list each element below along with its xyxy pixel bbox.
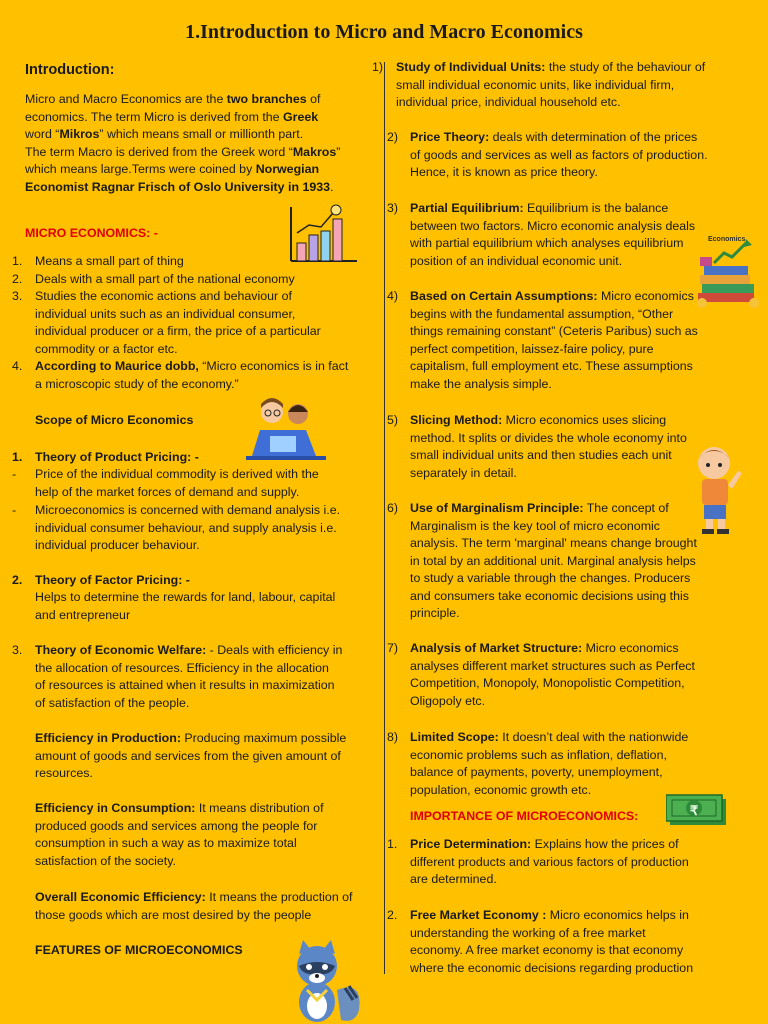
bullet-line: help of the market forces of demand and supply. [35, 484, 300, 499]
list-item-line [35, 271, 375, 289]
feature-heading: Price Theory: [410, 130, 490, 144]
feature-item [410, 200, 726, 270]
economics-books-icon [694, 237, 762, 309]
list-item-text: Studies the economic actions and behaviour of [35, 289, 292, 303]
bullet-line: Price of the individual commodity is derived with the [35, 467, 319, 481]
intro-text: . [330, 179, 334, 194]
list-item-line [35, 288, 375, 306]
feature-text: Equilibrium is the balance [523, 201, 669, 215]
text-line: economic problems such as inflation, deflation, [410, 747, 667, 762]
intro-text: ” which means small or millionth part. [99, 127, 304, 141]
feature-text: Micro economics uses slicing [502, 413, 667, 427]
list-number: 3. [12, 289, 23, 303]
feature-item [410, 500, 726, 623]
text-line: principle. [410, 606, 460, 620]
list-item [35, 288, 375, 358]
list-item-text: a microscopic study of the economy.” [35, 376, 239, 391]
text-line: and entrepreneur [35, 607, 131, 622]
list-number: 6) [387, 501, 399, 515]
intro-bold: Norwegian [255, 162, 320, 176]
text-line: are determined. [410, 872, 497, 886]
intro-paragraph [25, 91, 375, 196]
text-line: Helps to determine the rewards for land, labour, capital [35, 590, 336, 604]
list-item-line [35, 376, 375, 394]
list-item-text: individual units such as an individual consumer, [35, 306, 296, 321]
text-line: Hence, it is known as price theory. [410, 165, 598, 179]
text-line [35, 730, 375, 748]
text-line: make the analysis simple. [410, 376, 552, 391]
para-text: Producing maximum possible [180, 731, 347, 745]
text-line [410, 836, 740, 854]
scope-heading: Scope of Micro Economics [35, 413, 194, 427]
text-line [410, 288, 726, 306]
text-line: those goods which are most desired by the people [35, 907, 312, 922]
list-item-text: “Micro economics is in fact [198, 359, 349, 373]
text-line: method. It splits or divides the whole economy into [410, 430, 687, 445]
text-line [410, 412, 726, 430]
text-line: and consumers take economic decisions using this [410, 588, 689, 603]
text-line: satisfaction of the society. [35, 853, 176, 868]
feature-heading: Slicing Method: [410, 413, 503, 427]
feature-item [396, 59, 726, 112]
bullet-dash: - [12, 503, 17, 517]
feature-item [410, 288, 726, 393]
list-item [35, 253, 375, 271]
list-number: 5) [387, 413, 399, 427]
text-line: where the economic decisions regarding production [410, 960, 694, 975]
intro-text: of [306, 92, 321, 106]
text-line: things remaining constant” (Ceteris Paribus) such as [410, 324, 698, 338]
scope-theory-1: Theory of Product Pricing: - [35, 450, 199, 464]
text-line: of goods and services as well as factors of production. [410, 147, 708, 162]
list-number: 8) [387, 730, 399, 744]
text-line: the allocation of resources. Efficiency in the allocation [35, 660, 329, 675]
text-line: separately in detail. [410, 465, 517, 480]
text-line: different products and various factors of production [410, 854, 689, 869]
text-line: to study a variable through the changes. Producers [410, 571, 691, 585]
text-line [410, 907, 740, 925]
text-line [35, 800, 375, 818]
list-number: 1. [12, 254, 23, 268]
list-number: 2) [387, 130, 399, 144]
text-line [410, 200, 726, 218]
feature-text: Micro economics [597, 289, 694, 303]
list-item-line [35, 253, 375, 271]
importance-item [410, 907, 740, 977]
bullet-dash: - [12, 467, 17, 481]
list-number: 1. [387, 837, 398, 851]
feature-heading: Analysis of Market Structure: [410, 641, 583, 655]
intro-heading: Introduction: [25, 62, 115, 78]
text-line [35, 889, 375, 907]
feature-heading: Limited Scope: [410, 730, 499, 744]
text-line: economy. A free market economy is that economy [410, 943, 684, 957]
text-line: amount of goods and services from the given amount of [35, 748, 341, 763]
feature-heading: Study of Individual Units: [396, 60, 546, 74]
scope-theory-3 [35, 642, 375, 712]
intro-text: economics. The term Micro is derived from the [25, 109, 283, 124]
importance-heading-text: Free Market Economy : [410, 908, 547, 922]
importance-item [410, 836, 740, 889]
feature-heading: Based on Certain Assumptions: [410, 289, 598, 303]
list-number: 2. [12, 573, 23, 587]
text-line: resources. [35, 766, 93, 780]
bullet-line: Microeconomics is concerned with demand analysis i.e. [35, 503, 341, 517]
list-number: 7) [387, 641, 399, 655]
importance-heading-text: Price Determination: [410, 837, 532, 851]
intro-bold: Mikros [59, 127, 100, 141]
text-line: in total by an additional unit. Marginal analysis helps [410, 553, 696, 568]
intro-bold: Greek [283, 109, 319, 124]
text-line: consumption in such a way as to maximize total [35, 836, 297, 850]
intro-text: word “ [25, 127, 60, 141]
scope-theory-2: Theory of Factor Pricing: - [35, 573, 190, 587]
text-line: position of an individual economic unit. [410, 253, 623, 268]
scope-theory-2-text [35, 589, 375, 624]
text-line: individual price, individual household etc. [396, 95, 621, 109]
list-item-text: Means a small part of thing [35, 254, 184, 268]
list-number: 1) [372, 60, 384, 74]
feature-item [410, 640, 726, 710]
feature-text: deals with determination of the prices [489, 130, 698, 144]
column-divider [384, 62, 385, 974]
rupee-symbol: ₹ [689, 803, 699, 818]
list-item-text: commodity or a factor etc. [35, 341, 178, 356]
text-line: Marginalism is the key tool of micro economic [410, 518, 660, 533]
text-line: small individual economic units, like individual firm, [396, 77, 675, 92]
para-text: - Deals with efficiency in [206, 643, 343, 657]
text-line: between two factors. Micro economic analysis deals [410, 218, 696, 233]
page-title: 1.Introduction to Micro and Macro Economics [185, 21, 583, 43]
importance-heading: IMPORTANCE OF MICROECONOMICS: [410, 809, 639, 823]
text-line [410, 640, 726, 658]
text-line [35, 642, 375, 660]
text-line: small individual units and then studies each unit [410, 448, 672, 462]
text-line: Competition, Monopoly, Monopolistic Competition, [410, 676, 685, 690]
text-line: produced goods and services among the people for [35, 818, 318, 833]
list-number: 3. [12, 643, 23, 657]
list-number: 2. [12, 272, 23, 286]
micro-heading: MICRO ECONOMICS: - [25, 226, 158, 240]
efficiency-production [35, 730, 375, 783]
intro-text: which means large.Terms were coined by [25, 162, 256, 176]
feature-heading: Use of Marginalism Principle: [410, 501, 584, 515]
para-heading: Efficiency in Consumption: [35, 801, 196, 815]
kids-laptop-icon [246, 394, 326, 460]
text-line: capitalism, full employment etc. These assumptions [410, 359, 693, 373]
text-line: analyses different market structures such as Perfect [410, 658, 695, 673]
text-line: of resources is attained when it results in maximization [35, 678, 335, 692]
raccoon-icon [285, 940, 365, 1024]
text-line: begins with the fundamental assumption, “Other [410, 306, 674, 321]
importance-text: Micro economics helps in [546, 908, 689, 922]
para-heading: Theory of Economic Welfare: [35, 643, 207, 657]
list-item-line [35, 306, 375, 324]
bullet-line: individual producer behaviour. [35, 538, 200, 552]
list-number: 1. [12, 450, 23, 464]
list-number: 4) [387, 289, 399, 303]
feature-item [410, 129, 726, 182]
para-text: It means distribution of [195, 801, 324, 815]
text-line: population, economic growth etc. [410, 782, 592, 797]
intro-bold: two branches [226, 92, 307, 106]
list-number: 4. [12, 359, 23, 373]
intro-bold: Economist Ragnar Frisch of Oslo University in 1933 [25, 179, 331, 194]
feature-item [410, 412, 726, 482]
text-line [396, 59, 726, 77]
feature-text: It doesn’t deal with the nationwide [498, 730, 689, 744]
list-item-line [35, 341, 375, 359]
text-line [410, 129, 726, 147]
feature-item [410, 729, 726, 799]
books-icon-label: Economics [708, 236, 746, 243]
list-item-bold: According to Maurice dobb, [35, 359, 199, 373]
list-item-line [35, 358, 375, 376]
text-line: understanding the working of a free market [410, 925, 646, 940]
list-number: 2. [387, 908, 398, 922]
text-line: analysis. The term 'marginal' means change brought [410, 536, 697, 550]
list-item [35, 271, 375, 289]
text-line: Oligopoly etc. [410, 693, 486, 708]
list-item-text: individual producer or a firm, the price of a particular [35, 324, 321, 338]
efficiency-consumption [35, 800, 375, 870]
para-heading: Efficiency in Production: [35, 731, 181, 745]
text-line: perfect competition, laissez-faire policy, pure [410, 341, 654, 356]
feature-text: the study of the behaviour of [545, 60, 706, 74]
feature-heading: Partial Equilibrium: [410, 201, 524, 215]
list-item-text: Deals with a small part of the national economy [35, 272, 295, 286]
list-item-line [35, 323, 375, 341]
intro-text: Micro and Macro Economics are the [25, 92, 227, 106]
para-text: It means the production of [205, 890, 353, 904]
list-number: 3) [387, 201, 399, 215]
feature-text: Micro economics [582, 641, 679, 655]
intro-text: ” [336, 144, 341, 159]
features-heading: FEATURES OF MICROECONOMICS [35, 943, 243, 957]
text-line: of satisfaction of the people. [35, 695, 190, 710]
importance-text: Explains how the prices of [531, 837, 679, 851]
overall-efficiency [35, 889, 375, 924]
list-item [35, 358, 375, 393]
boy-thinking-icon [688, 443, 748, 535]
bullet-item [35, 502, 375, 555]
text-line [410, 729, 726, 747]
feature-text: The concept of [583, 501, 669, 515]
bullet-line: individual consumer behaviour, and supply analysis i.e. [35, 520, 337, 535]
text-line [410, 500, 726, 518]
intro-text: The term Macro is derived from the Greek word “ [25, 144, 293, 159]
text-line: balance of payments, poverty, unemployment, [410, 765, 663, 779]
intro-bold: Makros [292, 144, 337, 159]
bullet-item [35, 466, 375, 501]
para-heading: Overall Economic Efficiency: [35, 890, 206, 904]
text-line: with partial equilibrium which analyses equilibrium [410, 236, 684, 250]
